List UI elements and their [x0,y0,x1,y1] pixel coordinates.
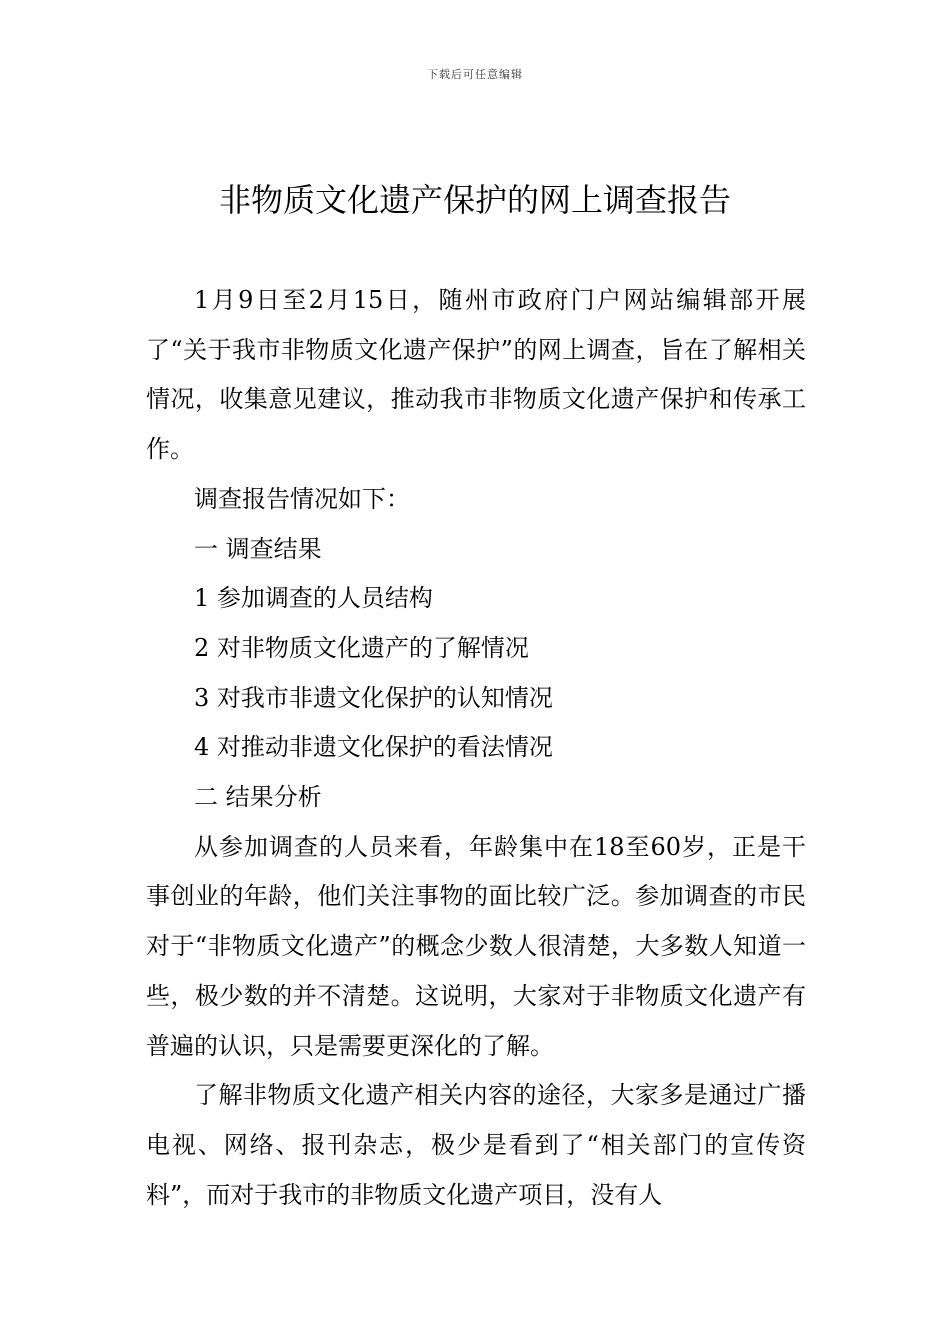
document-title: 非物质文化遗产保护的网上调查报告 [218,181,731,219]
report-lead-line: 调查报告情况如下： [194,484,410,513]
header-note: 下载后可任意编辑 [427,68,523,81]
analysis-paragraph-1: 从参加调查的人员来看，年龄集中在18至60岁，正是干事创业的年龄，他们关注事物的面比较广泛。参加调查的市民对于“非物质文化遗产”的概念少数人很清楚，大多数人知道一些，极少数的并不清楚。这说明，大家对于非物质文化遗产有普遍的认识，只是需要更深化的了解。 [146,832,806,1060]
section-two-heading: 二 结果分析 [194,783,322,812]
result-item-1: 1 参加调查的人员结构 [194,584,433,613]
intro-paragraph: 1月9日至2月15日，随州市政府门户网站编辑部开展了“关于我市非物质文化遗产保护”的网上调查，旨在了解相关情况，收集意见建议，推动我市非物质文化遗产保护和传承工作。 [146,286,806,464]
result-item-3: 3 对我市非遗文化保护的认知情况 [194,683,553,712]
result-item-2: 2 对非物质文化遗产的了解情况 [194,633,529,662]
document-body [146,276,806,1220]
result-item-4: 4 对推动非遗文化保护的看法情况 [194,733,553,762]
section-one-heading: 一 调查结果 [194,534,322,563]
analysis-paragraph-2: 了解非物质文化遗产相关内容的途径，大家多是通过广播电视、网络、报刊杂志，极少是看到了“相关部门的宣传资料”，而对于我市的非物质文化遗产项目，没有人 [146,1081,806,1209]
